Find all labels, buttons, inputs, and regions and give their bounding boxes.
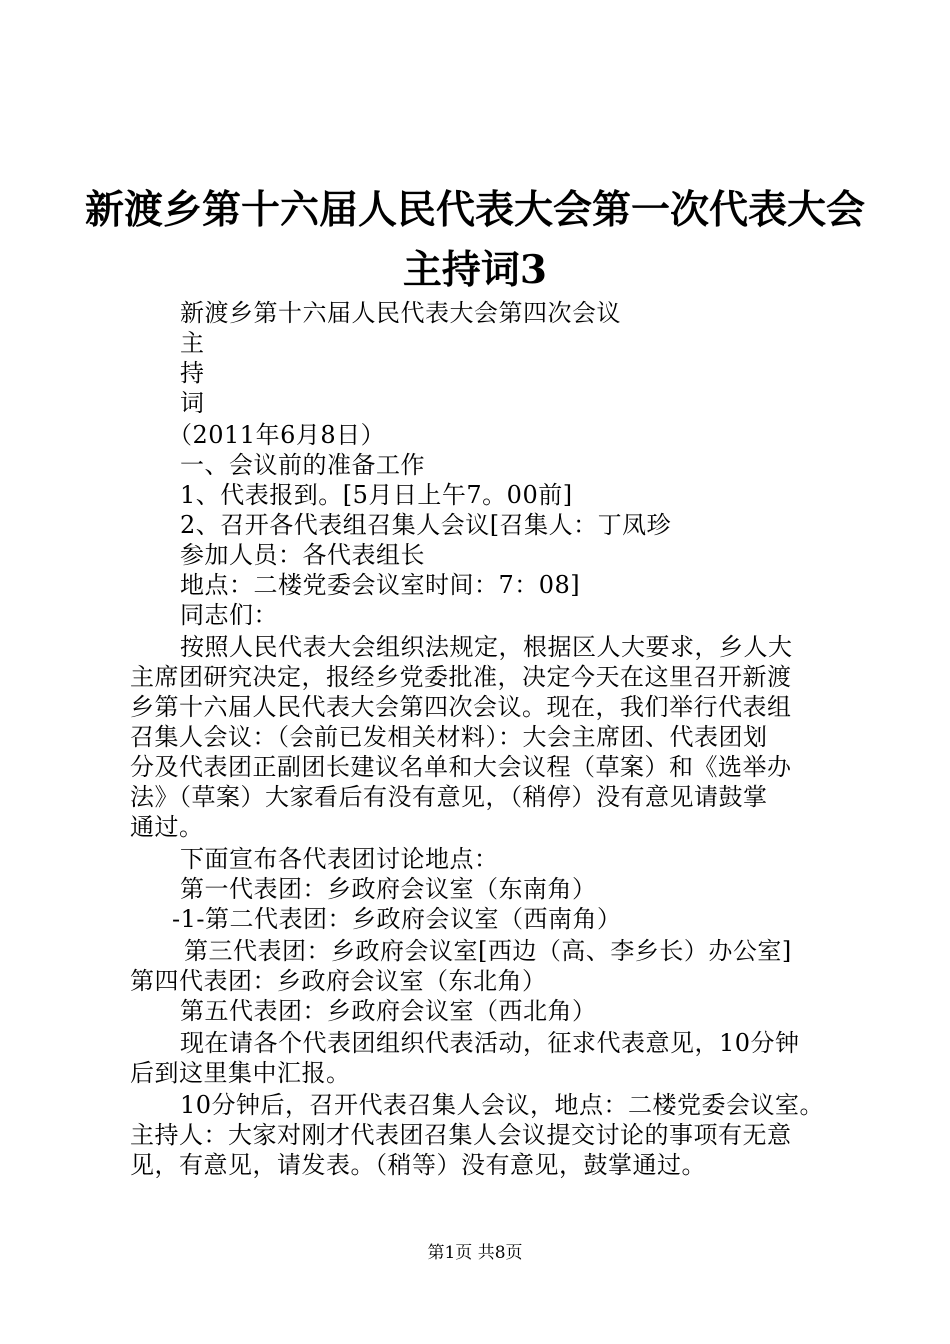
- paragraph-line: 现在请各个代表团组织代表活动，征求代表意见，10分钟: [180, 1029, 800, 1057]
- salutation: 同志们：: [180, 601, 278, 629]
- meeting-name: 新渡乡第十六届人民代表大会第四次会议: [180, 299, 621, 327]
- paragraph-line: 按照人民代表大会组织法规定，根据区人大要求，乡人大: [180, 633, 793, 661]
- paragraph-line: 乡第十六届人民代表大会第四次会议。现在，我们举行代表组: [130, 693, 792, 721]
- paragraph-line: 见，有意见，请发表。（稍等）没有意见，鼓掌通过。: [130, 1151, 706, 1179]
- paragraph-line: 法》（草案）大家看后有没有意见，（稍停）没有意见请鼓掌: [130, 783, 768, 811]
- paragraph-line: 10分钟后，召开代表召集人会议，地点：二楼党委会议室。: [180, 1091, 825, 1119]
- body-line: 参加人员：各代表组长: [180, 541, 425, 569]
- body-line: 2、召开各代表组召集人会议[召集人：丁凤珍: [180, 511, 672, 539]
- body-line: 下面宣布各代表团讨论地点：: [180, 845, 499, 873]
- paragraph-line: 召集人会议：（会前已发相关材料）：大会主席团、代表团划: [130, 723, 768, 751]
- document-title-line-2: 主持词3: [402, 247, 548, 293]
- vertical-heading-char: 词: [180, 389, 205, 417]
- section-heading: 一、会议前的准备工作: [180, 451, 425, 479]
- paragraph-line: 分及代表团正副团长建议名单和大会议程（草案）和《选举办: [130, 753, 792, 781]
- vertical-heading-char: 主: [180, 329, 205, 357]
- paragraph-line: 主持人：大家对刚才代表团召集人会议提交讨论的事项有无意: [130, 1121, 792, 1149]
- document-title-line-1: 新渡乡第十六届人民代表大会第一次代表大会: [84, 187, 865, 233]
- paragraph-line: 主席团研究决定，报经乡党委批准，决定今天在这里召开新渡: [130, 663, 792, 691]
- delegation-location: -1-第二代表团：乡政府会议室（西南角）: [172, 905, 622, 933]
- delegation-location: 第五代表团：乡政府会议室（西北角）: [180, 997, 597, 1025]
- body-line: 地点：二楼党委会议室时间：7：08]: [180, 571, 581, 599]
- page-footer: 第1页 共8页: [427, 1243, 523, 1263]
- paragraph-line: 通过。: [130, 813, 204, 841]
- paragraph-line: 后到这里集中汇报。: [130, 1059, 351, 1087]
- meeting-date: （2011年6月8日）: [168, 421, 386, 449]
- delegation-location: 第四代表团：乡政府会议室（东北角）: [130, 967, 547, 995]
- body-line: 1、代表报到。[5月日上午7。00前]: [180, 481, 573, 509]
- delegation-location: 第三代表团：乡政府会议室[西边（高、李乡长）办公室]: [184, 937, 792, 965]
- delegation-location: 第一代表团：乡政府会议室（东南角）: [180, 875, 597, 903]
- vertical-heading-char: 持: [180, 359, 205, 387]
